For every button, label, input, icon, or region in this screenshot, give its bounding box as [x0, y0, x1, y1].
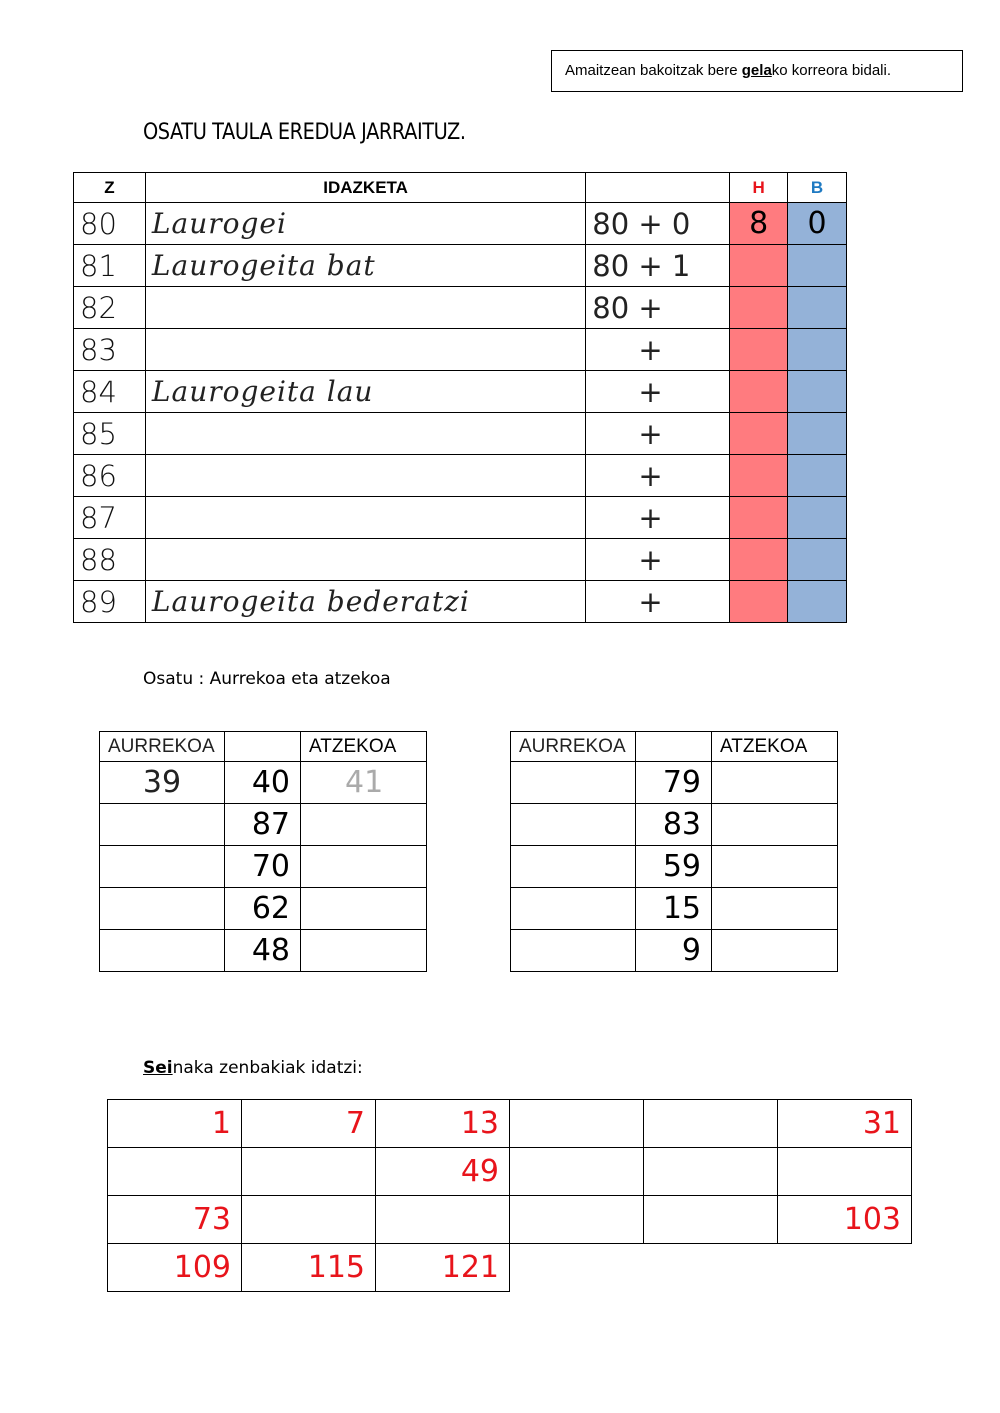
given-number-cell: 70 [225, 846, 301, 888]
number-cell: 88 [74, 539, 146, 581]
previous-number-cell[interactable] [511, 888, 636, 930]
header-aurrekoa: AURREKOA [511, 732, 636, 762]
sequence-cell: 115 [242, 1244, 376, 1292]
sequence-cell: 121 [376, 1244, 510, 1292]
number-cell: 84 [74, 371, 146, 413]
table-row [74, 455, 847, 497]
table-row [74, 371, 847, 413]
equation-cell: + [586, 413, 730, 455]
number-cell: 89 [74, 581, 146, 623]
equation-cell: + [586, 329, 730, 371]
equation-cell: 80 + 0 [586, 203, 730, 245]
tens-cell[interactable] [730, 329, 788, 371]
section-label-rest: naka zenbakiak idatzi: [172, 1058, 363, 1078]
table-row [100, 888, 427, 930]
units-cell[interactable] [788, 413, 847, 455]
next-number-cell[interactable] [301, 804, 427, 846]
header-number [636, 732, 712, 762]
note-text-before: Amaitzean bakoitzak bere [565, 62, 742, 79]
section-label-seinaka [143, 1058, 363, 1078]
units-cell[interactable] [788, 245, 847, 287]
number-cell: 85 [74, 413, 146, 455]
next-number-cell[interactable] [301, 930, 427, 972]
tens-cell[interactable] [730, 581, 788, 623]
units-cell[interactable] [788, 539, 847, 581]
writing-cell[interactable] [145, 287, 585, 329]
next-number-cell[interactable] [712, 804, 838, 846]
tens-cell[interactable] [730, 497, 788, 539]
sequence-cell: 73 [108, 1196, 242, 1244]
writing-cell[interactable] [145, 539, 585, 581]
next-number-cell[interactable] [712, 846, 838, 888]
header-h: H [730, 173, 788, 203]
sequence-cell: 1 [108, 1100, 242, 1148]
table-row [74, 413, 847, 455]
table-row [108, 1244, 912, 1292]
table-row [100, 762, 427, 804]
given-number-cell: 40 [225, 762, 301, 804]
table-row [100, 846, 427, 888]
sequence-cell: 103 [778, 1196, 912, 1244]
sequence-cell[interactable] [242, 1196, 376, 1244]
given-number-cell: 48 [225, 930, 301, 972]
next-number-cell: 41 [301, 762, 427, 804]
header-b: B [788, 173, 847, 203]
table-header-row [74, 173, 847, 203]
table-row [74, 581, 847, 623]
sequence-cell[interactable] [108, 1148, 242, 1196]
table-row [108, 1196, 912, 1244]
writing-cell: Laurogeita bederatzi [145, 581, 585, 623]
neighbors-table-right [510, 731, 838, 972]
header-z: Z [74, 173, 146, 203]
given-number-cell: 59 [636, 846, 712, 888]
next-number-cell[interactable] [712, 888, 838, 930]
given-number-cell: 9 [636, 930, 712, 972]
sequence-cell[interactable] [510, 1148, 644, 1196]
given-number-cell: 79 [636, 762, 712, 804]
table-row [74, 329, 847, 371]
given-number-cell: 62 [225, 888, 301, 930]
header-equation [586, 173, 730, 203]
previous-number-cell[interactable] [100, 846, 225, 888]
previous-number-cell[interactable] [100, 888, 225, 930]
previous-number-cell[interactable] [100, 930, 225, 972]
count-by-six-table [107, 1099, 912, 1292]
sequence-cell[interactable] [644, 1148, 778, 1196]
sequence-cell[interactable] [778, 1148, 912, 1196]
header-aurrekoa: AURREKOA [100, 732, 225, 762]
table-row [100, 804, 427, 846]
sequence-cell[interactable] [644, 1100, 778, 1148]
neighbors-table-left [99, 731, 427, 972]
table-header-row [511, 732, 838, 762]
table-row [74, 245, 847, 287]
writing-cell[interactable] [145, 455, 585, 497]
next-number-cell[interactable] [712, 930, 838, 972]
table-row [100, 930, 427, 972]
blank-space [778, 1244, 912, 1292]
header-idazketa: IDAZKETA [145, 173, 585, 203]
number-cell: 87 [74, 497, 146, 539]
tens-cell: 8 [730, 203, 788, 245]
blank-space [644, 1244, 778, 1292]
sequence-cell: 31 [778, 1100, 912, 1148]
header-atzekoa: ATZEKOA [301, 732, 427, 762]
table-row [511, 888, 838, 930]
number-cell: 81 [74, 245, 146, 287]
previous-number-cell[interactable] [100, 804, 225, 846]
section-label-aurrekoa: Osatu : Aurrekoa eta atzekoa [143, 669, 391, 689]
table-row [108, 1148, 912, 1196]
writing-cell: Laurogeita bat [145, 245, 585, 287]
header-number [225, 732, 301, 762]
table-row [511, 804, 838, 846]
given-number-cell: 87 [225, 804, 301, 846]
sequence-cell[interactable] [510, 1100, 644, 1148]
writing-cell: Laurogei [145, 203, 585, 245]
table-row [74, 287, 847, 329]
table-row [511, 846, 838, 888]
note-text-underlined: gela [741, 62, 772, 79]
sequence-cell: 13 [376, 1100, 510, 1148]
page-title: OSATU TAULA EREDUA JARRAITUZ. [143, 120, 466, 145]
given-number-cell: 15 [636, 888, 712, 930]
next-number-cell[interactable] [301, 846, 427, 888]
equation-cell: + [586, 539, 730, 581]
table-row [511, 930, 838, 972]
table-row [108, 1100, 912, 1148]
writing-cell[interactable] [145, 413, 585, 455]
sequence-cell[interactable] [644, 1196, 778, 1244]
number-cell: 82 [74, 287, 146, 329]
number-cell: 80 [74, 203, 146, 245]
tens-cell[interactable] [730, 539, 788, 581]
number-writing-table [73, 172, 847, 623]
table-row [74, 203, 847, 245]
equation-cell: 80 + 1 [586, 245, 730, 287]
writing-cell: Laurogeita lau [145, 371, 585, 413]
given-number-cell: 83 [636, 804, 712, 846]
equation-cell: + [586, 371, 730, 413]
previous-number-cell[interactable] [511, 930, 636, 972]
equation-cell: 80 + [586, 287, 730, 329]
previous-number-cell[interactable] [511, 846, 636, 888]
previous-number-cell[interactable] [511, 804, 636, 846]
equation-cell: + [586, 581, 730, 623]
units-cell[interactable] [788, 371, 847, 413]
units-cell[interactable] [788, 287, 847, 329]
sequence-cell[interactable] [376, 1196, 510, 1244]
table-row [74, 497, 847, 539]
units-cell: 0 [788, 203, 847, 245]
sequence-cell[interactable] [242, 1148, 376, 1196]
units-cell[interactable] [788, 581, 847, 623]
next-number-cell[interactable] [712, 762, 838, 804]
equation-cell: + [586, 455, 730, 497]
blank-space [510, 1244, 644, 1292]
sequence-cell: 109 [108, 1244, 242, 1292]
writing-cell[interactable] [145, 497, 585, 539]
tens-cell[interactable] [730, 245, 788, 287]
writing-cell[interactable] [145, 329, 585, 371]
instruction-note [551, 50, 963, 92]
previous-number-cell[interactable] [511, 762, 636, 804]
table-row [74, 539, 847, 581]
units-cell[interactable] [788, 455, 847, 497]
next-number-cell[interactable] [301, 888, 427, 930]
sequence-cell: 7 [242, 1100, 376, 1148]
tens-cell[interactable] [730, 455, 788, 497]
units-cell[interactable] [788, 497, 847, 539]
number-cell: 83 [74, 329, 146, 371]
equation-cell: + [586, 497, 730, 539]
table-header-row [100, 732, 427, 762]
units-cell[interactable] [788, 329, 847, 371]
number-cell: 86 [74, 455, 146, 497]
table-row [511, 762, 838, 804]
previous-number-cell: 39 [100, 762, 225, 804]
sequence-cell: 49 [376, 1148, 510, 1196]
tens-cell[interactable] [730, 371, 788, 413]
section-label-underlined: Sei [143, 1058, 173, 1078]
tens-cell[interactable] [730, 413, 788, 455]
note-text-after: ko korreora bidali. [771, 62, 892, 79]
sequence-cell[interactable] [510, 1196, 644, 1244]
tens-cell[interactable] [730, 287, 788, 329]
header-atzekoa: ATZEKOA [712, 732, 838, 762]
